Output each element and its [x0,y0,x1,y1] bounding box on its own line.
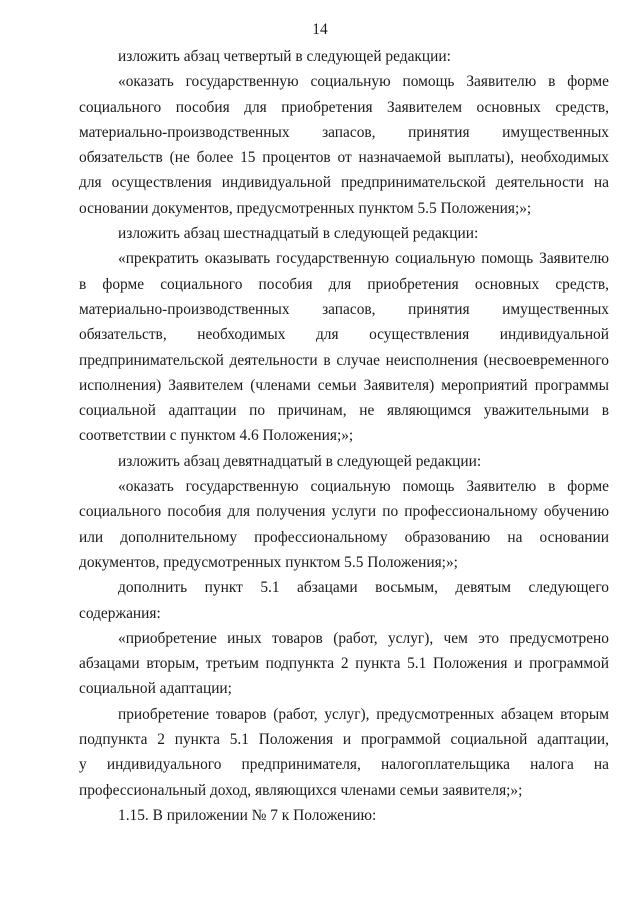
text-line: соответствии с пунктом 4.6 Положения;»; [79,427,354,445]
text-line: исполнения) Заявителем (членами семьи Заявителя) мероприятий программы [79,376,609,394]
text-line: социального пособия для получения услуги по профессиональному обучению [79,503,609,521]
paragraph [79,44,609,69]
paragraph [79,474,609,575]
text-line: приобретение товаров (работ, услуг), предусмотренных абзацем вторым [118,705,609,723]
text-line: «приобретение иных товаров (работ, услуг), чем это предусмотрено [118,629,609,647]
text-line: документов, предусмотренных пунктом 5.5 Положения;»; [79,553,458,571]
paragraph [79,575,609,626]
text-line: 1.15. В приложении № 7 к Положению: [118,806,377,824]
text-line: материально-производственных запасов, принятия имущественных [79,123,609,141]
text-line: содержания: [79,604,161,622]
document-body [79,44,609,828]
text-line: обязательств, необходимых для осуществления индивидуальной [79,326,609,344]
text-line: «оказать государственную социальную помощь Заявителю в форме [118,73,609,91]
text-line: «оказать государственную социальную помощь Заявителю в форме [118,478,609,496]
text-line: социальной адаптации по причинам, не являющимся уважительными в [79,402,609,420]
text-line: социальной адаптации; [79,680,232,698]
text-line: подпункта 2 пункта 5.1 Положения и программой социальной адаптации, [79,731,609,749]
text-line: изложить абзац четвертый в следующей редакции: [118,48,451,65]
text-line: основании документов, предусмотренных пунктом 5.5 Положения;»; [79,199,532,217]
text-line: профессиональный доход, являющихся членами семьи заявителя;»; [79,781,523,799]
page-number: 14 [312,21,328,38]
text-line: социального пособия для приобретения Заявителем основных средств, [79,98,609,116]
text-line: для осуществления индивидуальной предпринимательской деятельности на [79,174,609,192]
paragraph [79,449,609,474]
text-line: изложить абзац девятнадцатый в следующей редакции: [118,452,482,470]
text-line: изложить абзац шестнадцатый в следующей редакции: [118,225,479,243]
text-line: абзацами вторым, третьим подпункта 2 пункта 5.1 Положения и программой [79,655,609,673]
text-line: дополнить пункт 5.1 абзацами восьмым, девятым следующего [118,579,609,597]
paragraph [79,246,609,448]
text-line: или дополнительному профессиональному образованию на основании [79,528,609,546]
paragraph [79,702,609,803]
text-line: в форме социального пособия для приобретения основных средств, [79,275,609,293]
text-line: материально-производственных запасов, принятия имущественных [79,300,609,318]
paragraph [79,69,609,221]
paragraph [79,803,609,828]
text-line: предпринимательской деятельности в случае неисполнения (несвоевременного [79,351,609,369]
text-line: обязательств (не более 15 процентов от назначаемой выплаты), необходимых [79,149,609,167]
text-line: «прекратить оказывать государственную социальную помощь Заявителю [118,250,609,268]
paragraph [79,221,609,246]
paragraph [79,626,609,702]
text-line: у индивидуального предпринимателя, налогоплательщика налога на [79,756,609,774]
